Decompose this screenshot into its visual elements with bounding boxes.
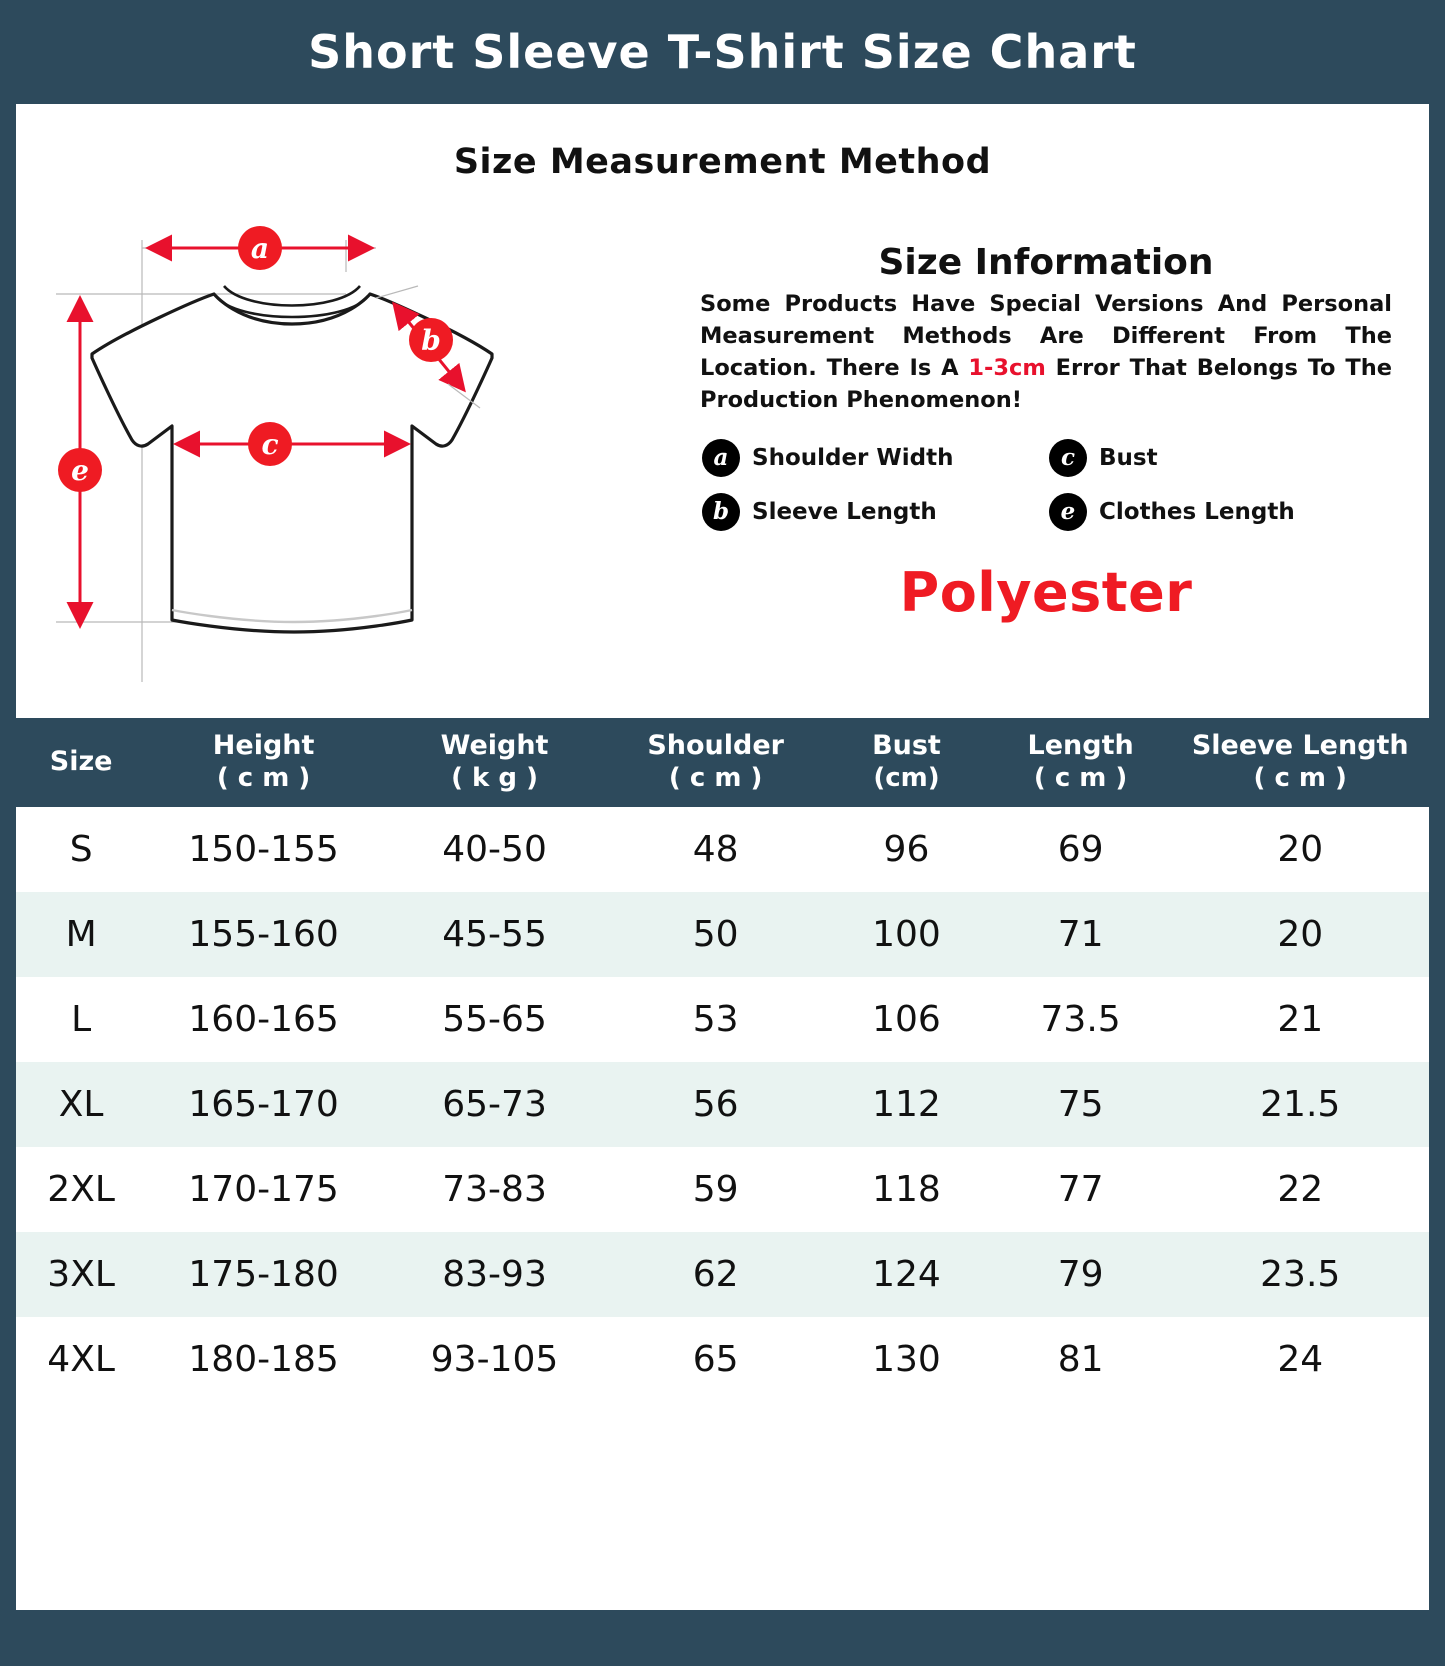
material-label: Polyester [899,560,1193,624]
cell-shoulder: 53 [692,998,739,1040]
legend-item-shoulder-width [702,439,1049,477]
header-height-unit: ( c m ) [216,762,311,793]
cell-weight: 65-73 [381,1062,608,1147]
info-text-part2: Error That Belongs To The Production Phenomenon! [700,354,1392,413]
header-shoulder-label: Shoulder [647,730,784,761]
cell-height: 160-165 [188,998,339,1040]
cell-bust: 112 [823,1062,990,1147]
legend-item-clothes-length [1049,493,1396,531]
cell-size: L [71,998,92,1040]
cell-shoulder: 59 [692,1168,739,1210]
legend-label-sleeve-length: Sleeve Length [752,498,937,525]
legend-item-bust [1049,439,1396,477]
cell-length: 77 [1057,1168,1104,1210]
header-shoulder-unit: ( c m ) [668,762,763,793]
cell-shoulder: 48 [692,828,739,870]
cell-height: 150-155 [188,828,339,870]
measurement-method-title: Size Measurement Method [453,142,992,182]
header-bust-unit: (cm) [873,762,940,793]
header-length-label: Length [1027,730,1134,761]
cell-bust: 118 [872,1168,941,1210]
cell-weight: 93-105 [430,1338,559,1380]
header-weight [381,718,608,807]
header-weight-unit: ( k g ) [451,762,538,793]
cell-length: 79 [990,1232,1172,1317]
cell-length: 73.5 [1040,998,1121,1040]
size-table-head [16,718,1429,807]
cell-length: 71 [990,892,1172,977]
cell-size: M [16,892,146,977]
cell-sleeve: 21 [1277,998,1324,1040]
cell-size: XL [16,1062,146,1147]
cell-sleeve: 22 [1277,1168,1324,1210]
badge-b-icon: b [702,493,740,531]
header-sleeve-length-label: Sleeve Length [1191,730,1409,761]
header-weight-label: Weight [440,730,549,761]
measurement-legend [696,439,1396,531]
cell-sleeve: 20 [1277,828,1324,870]
tshirt-diagram [46,212,646,682]
cell-sleeve: 23.5 [1171,1232,1429,1317]
header-size-label: Size [49,745,113,777]
cell-length: 69 [1057,828,1104,870]
header-sleeve-length [1171,718,1429,807]
cell-size: 2XL [47,1168,115,1210]
table-row [16,1317,1429,1402]
cell-size: 3XL [16,1232,146,1317]
cell-sleeve: 21.5 [1171,1062,1429,1147]
cell-bust: 124 [823,1232,990,1317]
legend-label-bust: Bust [1099,444,1158,471]
table-row [16,1147,1429,1232]
header-length [990,718,1172,807]
cell-bust: 130 [872,1338,941,1380]
size-table [16,718,1429,1402]
cell-height: 155-160 [146,892,381,977]
footer-bar [0,1610,1445,1666]
cell-sleeve: 24 [1277,1338,1324,1380]
legend-item-sleeve-length [702,493,1049,531]
size-table-body [16,807,1429,1402]
cell-weight: 55-65 [442,998,547,1040]
cell-weight: 73-83 [442,1168,547,1210]
error-range-highlight: 1-3cm [968,354,1046,381]
size-information-text [696,289,1396,417]
svg-text:e: e [71,454,89,487]
table-row [16,807,1429,892]
table-row [16,977,1429,1062]
cell-bust: 106 [872,998,941,1040]
cell-shoulder: 62 [608,1232,823,1317]
svg-text:c: c [261,428,279,461]
legend-label-clothes-length: Clothes Length [1099,498,1295,525]
badge-e-icon: e [1049,493,1087,531]
header-bust-label: Bust [872,730,941,761]
header-length-unit: ( c m ) [1033,762,1128,793]
svg-text:b: b [421,324,441,357]
cell-bust: 96 [883,828,930,870]
table-header-row [16,718,1429,807]
cell-weight: 40-50 [442,828,547,870]
table-row [16,1232,1429,1317]
badge-c-icon: c [1049,439,1087,477]
header-height [146,718,381,807]
table-row [16,892,1429,977]
cell-sleeve: 20 [1171,892,1429,977]
legend-label-shoulder-width: Shoulder Width [752,444,954,471]
cell-length: 75 [990,1062,1172,1147]
page-title: Short Sleeve T-Shirt Size Chart [0,0,1445,104]
header-shoulder [608,718,823,807]
cell-length: 81 [1057,1338,1104,1380]
table-row [16,1062,1429,1147]
cell-height: 170-175 [188,1168,339,1210]
header-sleeve-length-unit: ( c m ) [1253,762,1347,793]
info-text-part1: Some Products Have Special Versions And Personal Measurement Methods Are Different From The Location. There Is A [700,291,1392,381]
cell-shoulder: 56 [608,1062,823,1147]
cell-bust: 100 [823,892,990,977]
svg-text:a: a [250,232,270,265]
header-height-label: Height [212,730,315,761]
cell-shoulder: 65 [692,1338,739,1380]
cell-size: S [69,828,93,870]
badge-a-icon: a [702,439,740,477]
cell-height: 165-170 [146,1062,381,1147]
cell-weight: 45-55 [381,892,608,977]
header-bust [823,718,990,807]
size-information-title: Size Information [878,242,1214,283]
header-size [16,718,146,807]
cell-weight: 83-93 [381,1232,608,1317]
top-section [16,182,1429,712]
cell-size: 4XL [47,1338,115,1380]
cell-height: 180-185 [188,1338,339,1380]
cell-height: 175-180 [146,1232,381,1317]
cell-shoulder: 50 [608,892,823,977]
size-information-block [696,242,1396,624]
